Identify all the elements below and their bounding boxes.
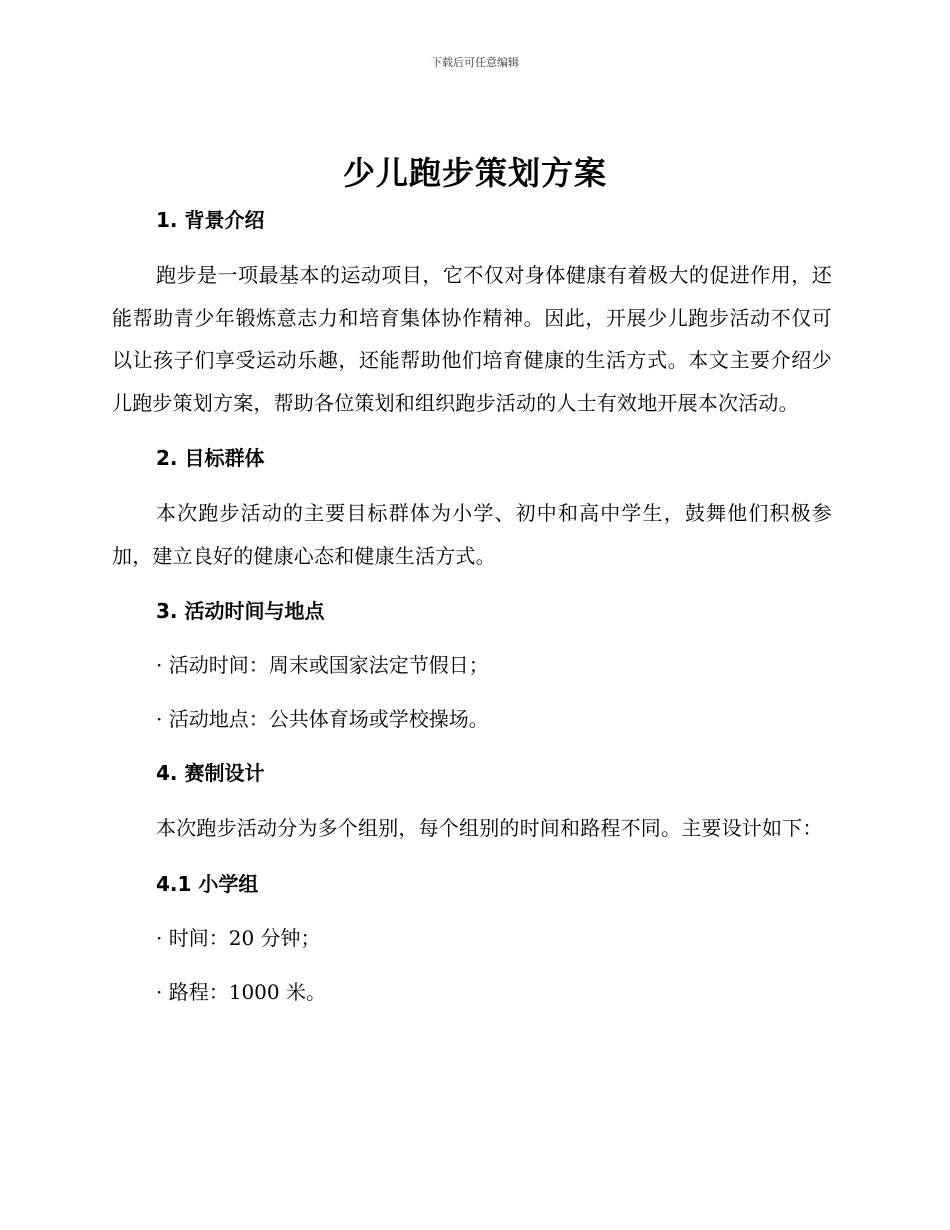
spacer (112, 850, 832, 864)
paragraph-design: 本次跑步活动分为多个组别，每个组别的时间和路程不同。主要设计如下： (156, 816, 823, 840)
paragraph-background: 跑步是一项最基本的运动项目，它不仅对身体健康有着极大的促进作用，还能帮助青少年锻炼意志力和培育集体协作精神。因此，开展少儿跑步活动不仅可以让孩子们享受运动乐趣，还能帮助他们培育健康的生活方式。本文主要介绍少儿跑步策划方案，帮助各位策划和组织跑步活动的人士有效地开展本次活动。 (112, 263, 832, 415)
spacer (112, 793, 832, 807)
bullet-primary-distance: · 路程：1000 米。 (156, 979, 326, 1004)
spacer (112, 958, 832, 972)
page-header: 下载后可任意编辑 (431, 56, 519, 69)
spacer (112, 904, 832, 918)
bullet-activity-time: · 活动时间：周末或国家法定节假日； (156, 653, 489, 677)
section-heading-target: 2. 目标群体 (156, 446, 265, 470)
spacer (112, 739, 832, 753)
section-heading-background: 1. 背景介绍 (156, 208, 265, 232)
spacer (112, 685, 832, 699)
spacer (112, 478, 832, 492)
spacer (112, 240, 832, 254)
document-body (112, 200, 832, 1012)
section-heading-design: 4. 赛制设计 (156, 761, 265, 785)
paragraph-target: 本次跑步活动的主要目标群体为小学、初中和高中学生，鼓舞他们积极参加，建立良好的健康心态和健康生活方式。 (112, 501, 832, 568)
spacer (112, 577, 832, 591)
bullet-activity-place: · 活动地点：公共体育场或学校操场。 (156, 707, 489, 731)
bullet-primary-time: · 时间：20 分钟； (156, 925, 321, 950)
section-heading-primary-group: 4.1 小学组 (156, 871, 259, 896)
spacer (112, 424, 832, 438)
section-heading-time-place: 3. 活动时间与地点 (156, 599, 325, 623)
spacer (112, 631, 832, 645)
document-title: 少儿跑步策划方案 (342, 154, 607, 192)
